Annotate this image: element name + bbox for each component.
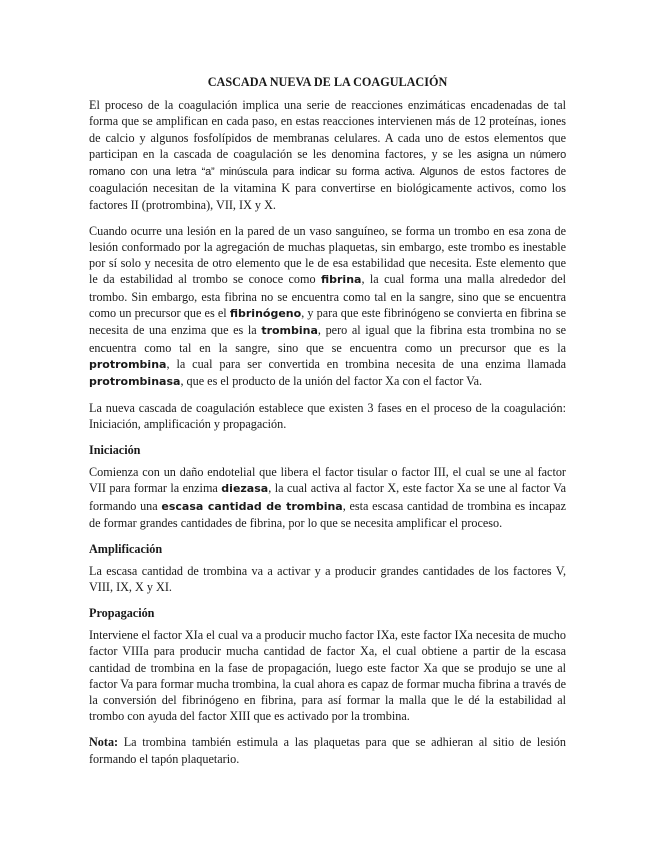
paragraph-amplificacion: La escasa cantidad de trombina va a activar y a producir grandes cantidades de los factores V, VIII, IX, X y XI.: [89, 563, 566, 595]
text-run: , la cual forma una malla alrededor del trombo. Sin embargo, esta fibrina no se encuentra como tal en la sangre, sino que se encuentra como un precursor que es el: [89, 272, 566, 321]
heading-propagacion: Propagación: [89, 605, 155, 620]
term-diezasa: diezasa: [221, 482, 269, 496]
paragraph-nota: [89, 734, 566, 767]
paragraph-lesion: [89, 223, 566, 391]
text-run: El proceso de la coagulación implica una serie de reacciones enzimáticas encadenadas de tal forma que se amplifican en cada paso, en estas reacciones intervienen más de 12 proteínas, iones de calcio y algunos fosfolípidos de membranas celulares. A cada uno de estos elementos que participan en la cascada de coagulación se les denomina factores, y se les: [89, 98, 566, 161]
term-fibrinogeno: fibrinógeno: [229, 307, 302, 321]
term-escasa-cantidad: escasa cantidad de trombina: [161, 499, 343, 513]
term-trombina: trombina: [261, 324, 318, 338]
paragraph-iniciacion: [89, 464, 566, 531]
text-run: , la cual para ser convertida en trombina necesita de una enzima llamada: [166, 356, 566, 371]
text-run: , que es el producto de la unión del factor Xa con el factor Va.: [180, 374, 483, 389]
text-run: Comienza con un daño endotelial que libera el factor tisular o factor III, el cual se une al factor VII para formar la enzima: [89, 465, 566, 496]
term-fibrina: fibrina: [320, 273, 362, 287]
document-page: [89, 74, 566, 776]
term-protrombinasa: protrombinasa: [89, 375, 181, 389]
nota-label: Nota:: [89, 735, 119, 750]
text-run: , esta escasa cantidad de trombina es incapaz de formar grandes cantidades de fibrina, por lo que se necesita amplificar el proceso.: [89, 498, 566, 531]
heading-amplificacion: Amplificación: [89, 541, 163, 556]
term-protrombina: protrombina: [89, 357, 167, 371]
text-run: de estos factores de coagulación necesitan de la vitamina K para convertirse en biológicamente activos, como los factores II (protrombina), VII, IX y X.: [89, 164, 566, 212]
nota-text: La trombina también estimula a las plaquetas para que se adhieran al sitio de lesión formando el tapón plaquetario.: [89, 735, 566, 766]
paragraph-fases: La nueva cascada de coagulación establece que existen 3 fases en el proceso de la coagulación: Iniciación, amplificación y propagación.: [89, 401, 566, 432]
text-run: , pero al igual que la fibrina esta trombina no se encuentra como tal en la sangre, sino que se encuentra como un precursor que es la: [89, 323, 566, 355]
paragraph-intro: [89, 97, 566, 213]
paragraph-propagacion: Interviene el factor XIa el cual va a producir mucho factor IXa, este factor IXa necesita de mucho factor VIIIa para producir mucha cantidad de factor Xa, el cual obtiene a partir de la escasa cantidad de trombina en la fase de propagación, luego este factor Xa que se produjo se une al factor Va para formar mucha trombina, la cual ahora es capaz de formar mucha fibrina a través de la conversión del fibrinógeno en fibrina, para así formar la malla que le dé la estabilidad al trombo con ayuda del factor XIII que es activado por la trombina.: [89, 627, 566, 724]
document-title: CASCADA NUEVA DE LA COAGULACIÓN: [207, 75, 448, 89]
text-run: Cuando ocurre una lesión en la pared de un vaso sanguíneo, se forma un trombo en esa zona de lesión conformado por la agregación de muchas plaquetas, sin embargo, este trombo es inestable por sí solo y necesita de otro elemento que le de esa estabilidad que necesita. Este elemento que le da estabilidad al trombo se conoce como: [89, 223, 566, 287]
heading-iniciacion: Iniciación: [89, 443, 141, 458]
text-run-alt-font: asigna un número romano con una letra “a” minúscula para indicar su forma activa. Algunos: [89, 148, 566, 179]
text-run: , y para que este fibrinógeno se convierta en fibrina se necesita de una enzima que es la: [89, 306, 567, 338]
text-run: , la cual activa al factor X, este factor Xa se une al factor Va formando una: [89, 481, 566, 513]
